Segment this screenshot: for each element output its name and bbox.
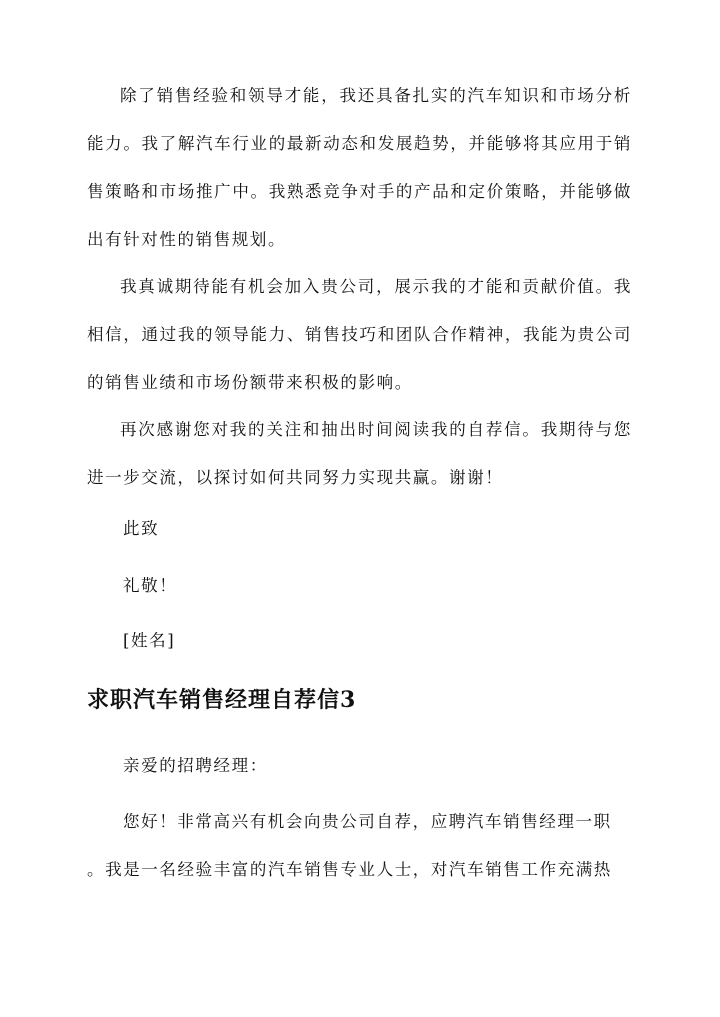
letter-greeting: 亲爱的招聘经理： [123,756,268,775]
section-title: 求职汽车销售经理自荐信3 [87,687,357,713]
letter-intro-line-1: 您好！非常高兴有机会向贵公司自荐，应聘汽车销售经理一职 [123,812,612,831]
paragraph-expectation: 我真诚期待能有机会加入贵公司，展示我的才能和贡献价值。我相信，通过我的领导能力、销售技巧和团队合作精神，我能为贵公司的销售业绩和市场份额带来积极的影响。 [87,277,632,392]
signature-name: [姓名] [123,631,176,650]
closing-respect: 礼敬！ [123,576,178,595]
letter-intro-line-2: 。我是一名经验丰富的汽车销售专业人士，对汽车销售工作充满热 [87,860,612,879]
paragraph-skills: 除了销售经验和领导才能，我还具备扎实的汽车知识和市场分析能力。我了解汽车行业的最新动态和发展趋势，并能够将其应用于销售策略和市场推广中。我熟悉竞争对手的产品和定价策略，并能够做出有针对性的销售规划。 [87,86,632,249]
closing-salutation: 此致 [123,519,160,538]
paragraph-thanks: 再次感谢您对我的关注和抽出时间阅读我的自荐信。我期待与您进一步交流，以探讨如何共同努力实现共赢。谢谢！ [87,420,632,487]
